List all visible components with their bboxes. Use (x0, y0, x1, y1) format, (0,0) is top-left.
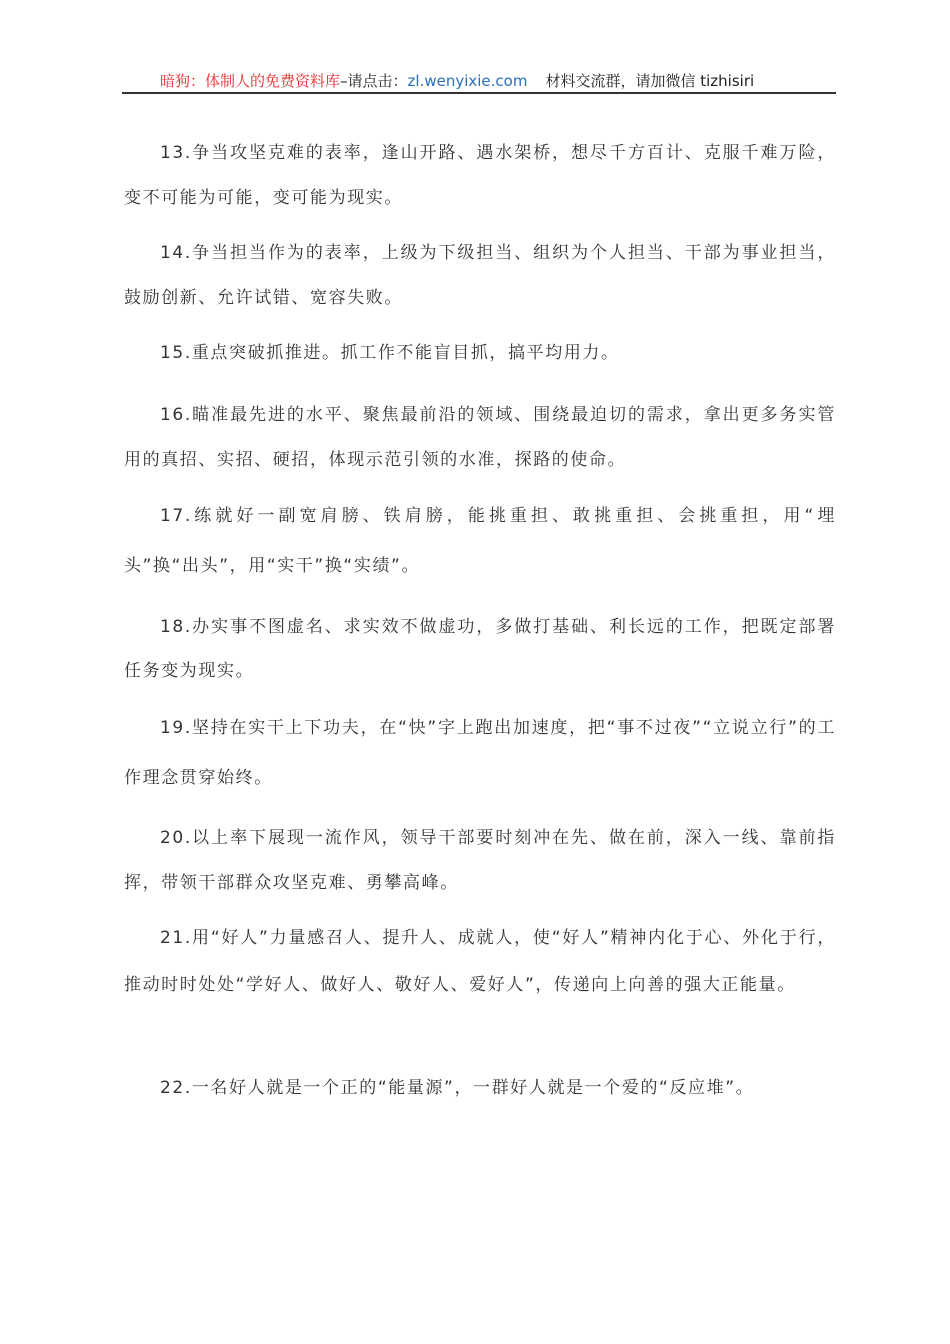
wechat-note: 材料交流群，请加微信 tizhisiri (545, 72, 755, 90)
paragraph-17: 17.练就好一副宽肩膀、铁肩膀，能挑重担、敢挑重担、会挑重担，用“埋头”换“出头”，用“实干”换“实绩”。 (124, 506, 836, 576)
paragraph-15: 15.重点突破抓推进。抓工作不能盲目抓，搞平均用力。 (160, 343, 620, 363)
paragraph-21: 21.用“好人”力量感召人、提升人、成就人，使“好人”精神内化于心、外化于行，推动时时处处“学好人、做好人、敬好人、爱好人”，传递向上向善的强大正能量。 (124, 928, 836, 995)
paragraph-20: 20.以上率下展现一流作风，领导干部要时刻冲在先、做在前，深入一线、靠前指挥，带领干部群众攻坚克难、勇攀高峰。 (124, 828, 836, 893)
click-prompt: –请点击： (340, 72, 408, 90)
paragraph-18: 18.办实事不图虚名、求实效不做虚功，多做打基础、利长远的工作，把既定部署任务变为现实。 (124, 617, 836, 681)
paragraph-13: 13.争当攻坚克难的表率，逢山开路、遇水架桥，想尽千方百计、克服千难万险，变不可能为可能，变可能为现实。 (124, 143, 836, 208)
page-header (122, 68, 836, 94)
site-link[interactable]: zl.wenyixie.com (407, 72, 528, 90)
paragraph-19: 19.坚持在实干上下功夫，在“快”字上跑出加速度，把“事不过夜”“立说立行”的工作理念贯穿始终。 (124, 718, 836, 788)
paragraph-16: 16.瞄准最先进的水平、聚焦最前沿的领域、围绕最迫切的需求，拿出更多务实管用的真招、实招、硬招，体现示范引领的水准，探路的使命。 (124, 405, 836, 470)
paragraph-22: 22.一名好人就是一个正的“能量源”，一群好人就是一个爱的“反应堆”。 (160, 1078, 755, 1098)
paragraph-14: 14.争当担当作为的表率，上级为下级担当、组织为个人担当、干部为事业担当，鼓励创新、允许试错、宽容失败。 (124, 243, 836, 308)
brand-text: 暗狗：体制人的免费资料库 (160, 72, 341, 90)
